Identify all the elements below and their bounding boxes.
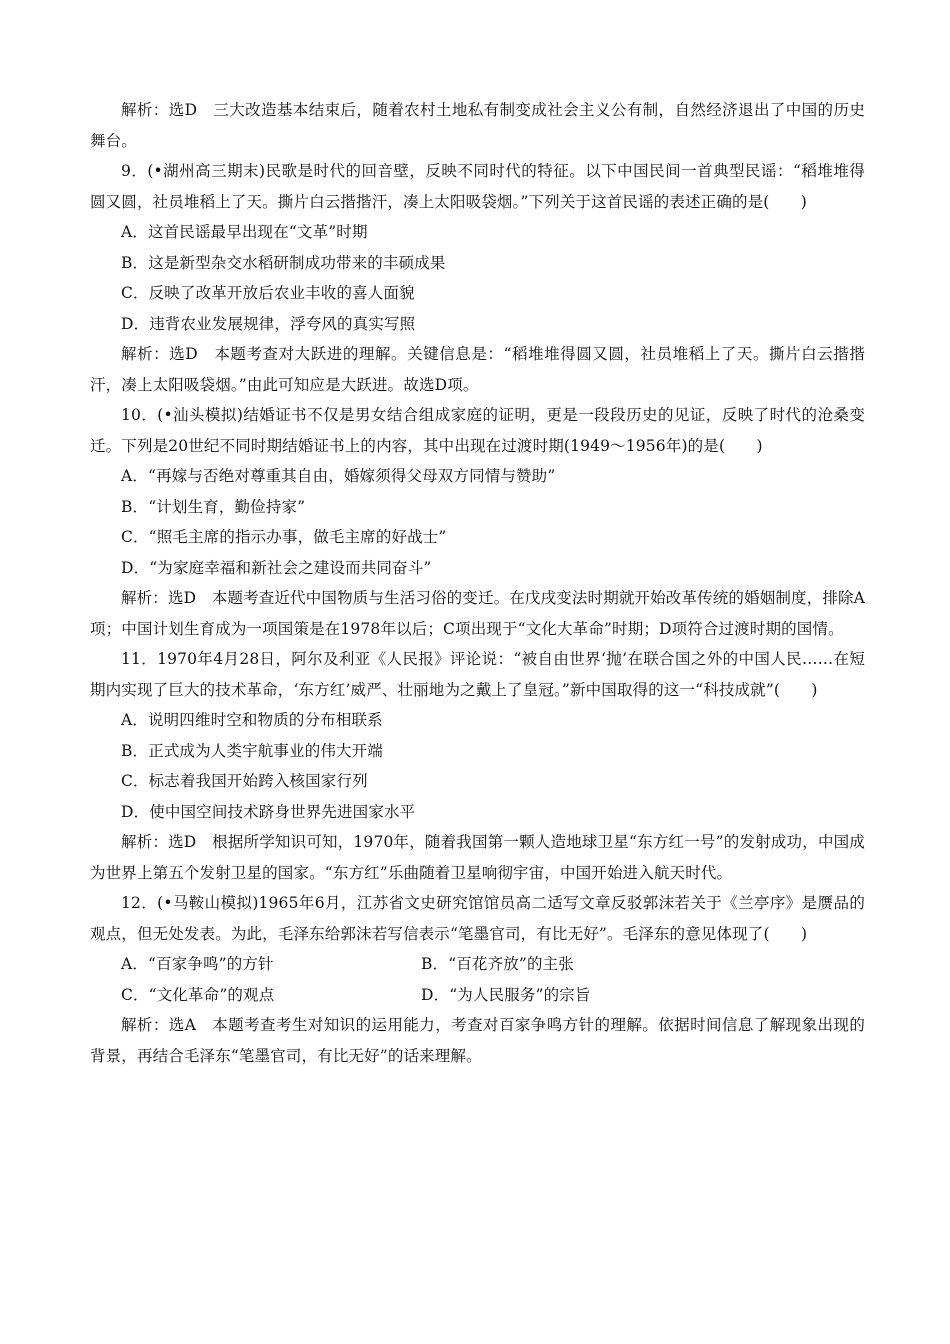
question-stem: 10．(•汕头模拟)结婚证书不仅是男女结合组成家庭的证明，更是一段段历史的见证，反映了时代的沧桑变迁。下列是20世纪不同时期结婚证书上的内容，其中出现在过渡时期(1949～1956年)的是( ) <box>90 406 865 455</box>
option-a: A．这首民谣最早出现在“文革”时期 <box>121 223 368 241</box>
analysis: 解析：选D 本题考查对大跃进的理解。关键信息是：“稻堆堆得圆又圆，社员堆稻上了天。撕片白云揩揩汗，凑上太阳吸袋烟。”由此可知应是大跃进。故选D项。 <box>90 345 865 394</box>
option-b: B．这是新型杂交水稻研制成功带来的丰硕成果 <box>121 253 446 272</box>
option-c: C．反映了改革开放后农业丰收的喜人面貌 <box>121 284 415 302</box>
option-c: C．“照毛主席的指示办事，做毛主席的好战士” <box>121 528 447 546</box>
option-d: D．使中国空间技术跻身世界先进国家水平 <box>121 802 416 821</box>
analysis: 解析：选D 本题考查近代中国物质与生活习俗的变迁。在戊戌变法时期就开始改革传统的婚姻制度，排除A项；中国计划生育成为一项国策是在1978年以后；C项出现于“文化大革命”时期；D项符合过渡时期的国情。 <box>90 589 865 638</box>
option-a: A．“再嫁与否绝对尊重其自由，婚嫁须得父母双方同情与赞助” <box>121 467 556 485</box>
option-c: C．标志着我国开始跨入核国家行列 <box>121 772 368 790</box>
option-b: B．正式成为人类宇航事业的伟大开端 <box>121 741 383 760</box>
analysis: 解析：选D 根据所学知识可知，1970年，随着我国第一颗人造地球卫星“东方红一号”的发射成功，中国成为世界上第五个发射卫星的国家。“东方红”乐曲随着卫星响彻宇宙，中国开始进入航天时代。 <box>90 833 865 882</box>
question-12 <box>90 888 865 1071</box>
document-page <box>90 95 865 1071</box>
question-stem: 12．(•马鞍山模拟)1965年6月，江苏省文史研究馆馆员高二适写文章反驳郭沫若关于《兰亭序》是赝品的观点，但无处发表。为此，毛泽东给郭沫若写信表示“笔墨官司，有比无好”。毛泽东的意见体现了( ) <box>90 894 865 943</box>
option-row <box>90 949 865 980</box>
option-a: A．说明四维时空和物质的分布相联系 <box>121 711 383 729</box>
option-c: C．“文化革命”的观点 <box>121 985 275 1004</box>
option-d: D．“为家庭幸福和新社会之建设而共同奋斗” <box>121 558 432 577</box>
question-9 <box>90 156 865 400</box>
question-11 <box>90 644 865 888</box>
option-d: D．“为人民服务”的宗旨 <box>421 985 591 1004</box>
question-stem: 9．(•湖州高三期末)民歌是时代的回音壁，反映不同时代的特征。以下中国民间一首典型民谣：“稻堆堆得圆又圆，社员堆稻上了天。撕片白云揩揩汗，凑上太阳吸袋烟。”下列关于这首民谣的表述正确的是( ) <box>90 162 865 211</box>
option-row <box>90 980 865 1011</box>
question-stem: 11．1970年4月28日，阿尔及利亚《人民报》评论说：“被自由世界‘抛’在联合国之外的中国人民……在短期内实现了巨大的技术革命，‘东方红’威严、壮丽地为之戴上了皇冠。”新中国取得的这一“科技成就”( ) <box>90 650 865 699</box>
option-a: A．“百家争鸣”的方针 <box>121 955 274 973</box>
question-10 <box>90 400 865 644</box>
option-d: D．违背农业发展规律，浮夸风的真实写照 <box>121 314 416 333</box>
analysis-q8: 解析：选D 三大改造基本结束后，随着农村土地私有制变成社会主义公有制，自然经济退出了中国的历史舞台。 <box>90 101 865 150</box>
option-b: B．“百花齐放”的主张 <box>421 955 574 973</box>
analysis: 解析：选A 本题考查考生对知识的运用能力，考查对百家争鸣方针的理解。依据时间信息了解现象出现的背景，再结合毛泽东“笔墨官司，有比无好”的话来理解。 <box>90 1016 865 1065</box>
option-b: B．“计划生育，勤俭持家” <box>121 497 306 516</box>
